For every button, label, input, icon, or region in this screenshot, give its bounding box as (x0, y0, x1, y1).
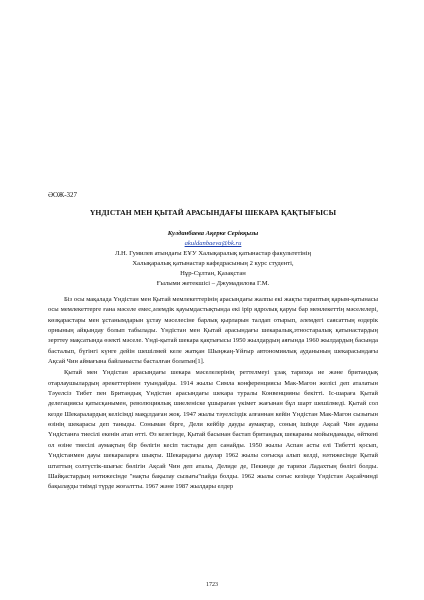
body-paragraph: Біз осы мақалада Үндістан мен Қытай мемлекеттерінің арасындағы жалпы екі жақты тараптың қарым-қатынасы осы мемлекеттерге ғана мәселе емес,әлемдік қауымдастықтында екі ірір ядролық қаруы бар мемлекеттің мәселелері, көзқарастары мен ұстанымдарын ұстау мәселесіне барлық қырларын талдап отырып, әлемдегі саясаттың өздерік орнының айқындау болып табылады. Үндістан мен Қытай арасындағы шекаралық,этностаралық қатынастардың зерттеу мақсатында өзекті мәселе. Үнді-қытай шекара қақтығысы 1950 жылдардың аяғында 1960 жылдардың басында басталып, бүгінгі күнге дейін шешілмей келе жатқан Шыңжаң-Ұйғыр автономиялық ауданының шекарасындағы Ақсай Чин аймағына байланысты басталған болатын[1]. (48, 296, 378, 366)
author-email-link[interactable]: akuldanbaeva@bk.ru (184, 240, 242, 247)
article-title: ҮНДІСТАН МЕН ҚЫТАЙ АРАСЫНДАҒЫ ШЕКАРА ҚАҚТЫҒЫСЫ (89, 208, 337, 217)
affiliation-line: Халықаралық қатынастар кафедрасының 2 курс студенті, (132, 260, 294, 267)
page-number: 1723 (206, 582, 218, 588)
body-paragraph: Қытай мен Үндістан арасындағы шекара мәселелерінің реттелмеуі ұзақ тарихқа ие және британдық отарлаушылардың әрекеттерінен туындайды. 1914 жылы Симла конференциясы Мак-Магон желісі деп аталатын Тәуелсіз Тибет пен Британдық Үндістан арасындағы шекара туралы Конвенцияны бекітті. Іс-шараға Қытай делегациясы қатысқанымен, революциялық шиеленіске ұшыраған үкімет жағынан бұл шарт шешілмеді. Қытай сол кезде Шекаралардың келісімді мақұлдаған жоқ. 1947 жылы тәуелсіздік алғаннан кейін Үндістан Мак-Магон сызығын өзінің шекарасы деп таныды. Соныман бірге, Дели кейбір дауды аумақтар, соның ішінде Ақсай Чин ауданы Үндістанға тиесілі екенін атап өтті. Өз кезегінде, Қытай басынан бастап британдық шекараны мойындамады, өйткені ол өзіне тиесілі аумақтың бір бөлігін кесіп тастады деп санайды. 1950 жылы Аспан асты елі Тибетті қосып, Үндістанмен дауы шекараларға шықты. Шекарадағы даулар 1962 жылы соғысқа алып келді, нәтижесінде Қытай штаттың солтүстік-шығыс бөлігін Ақсай Чин деп аталы, Делиде де, Пекинде де тарихи Ладахтың бөлігі болды. Шайқастардың нәтижесінде "нақты бақылау сызығы"пайда болды. 1962 жылы соғыс кезінде Үндістан Ақсайчиндi бақылауды тиімді түрде жоғалтты. 1967 және 1987 жылдары елдер (48, 369, 378, 491)
affiliation-line: Нұр-Сұлтан, Қазақстан (180, 270, 246, 277)
supervisor-line: Ғылыми жетекшісі – Джумадилова Г.М. (156, 280, 270, 287)
article-body (48, 295, 378, 494)
udk-code: ӘОЖ-327 (48, 191, 78, 199)
author-block (48, 229, 378, 289)
author-name: Кулданбаева Ақерке Серікқызы (167, 230, 259, 237)
affiliation-line: Л.Н. Гумилев атындағы ЕҰУ Халықаралық қатынастар факультетінің (114, 250, 312, 257)
